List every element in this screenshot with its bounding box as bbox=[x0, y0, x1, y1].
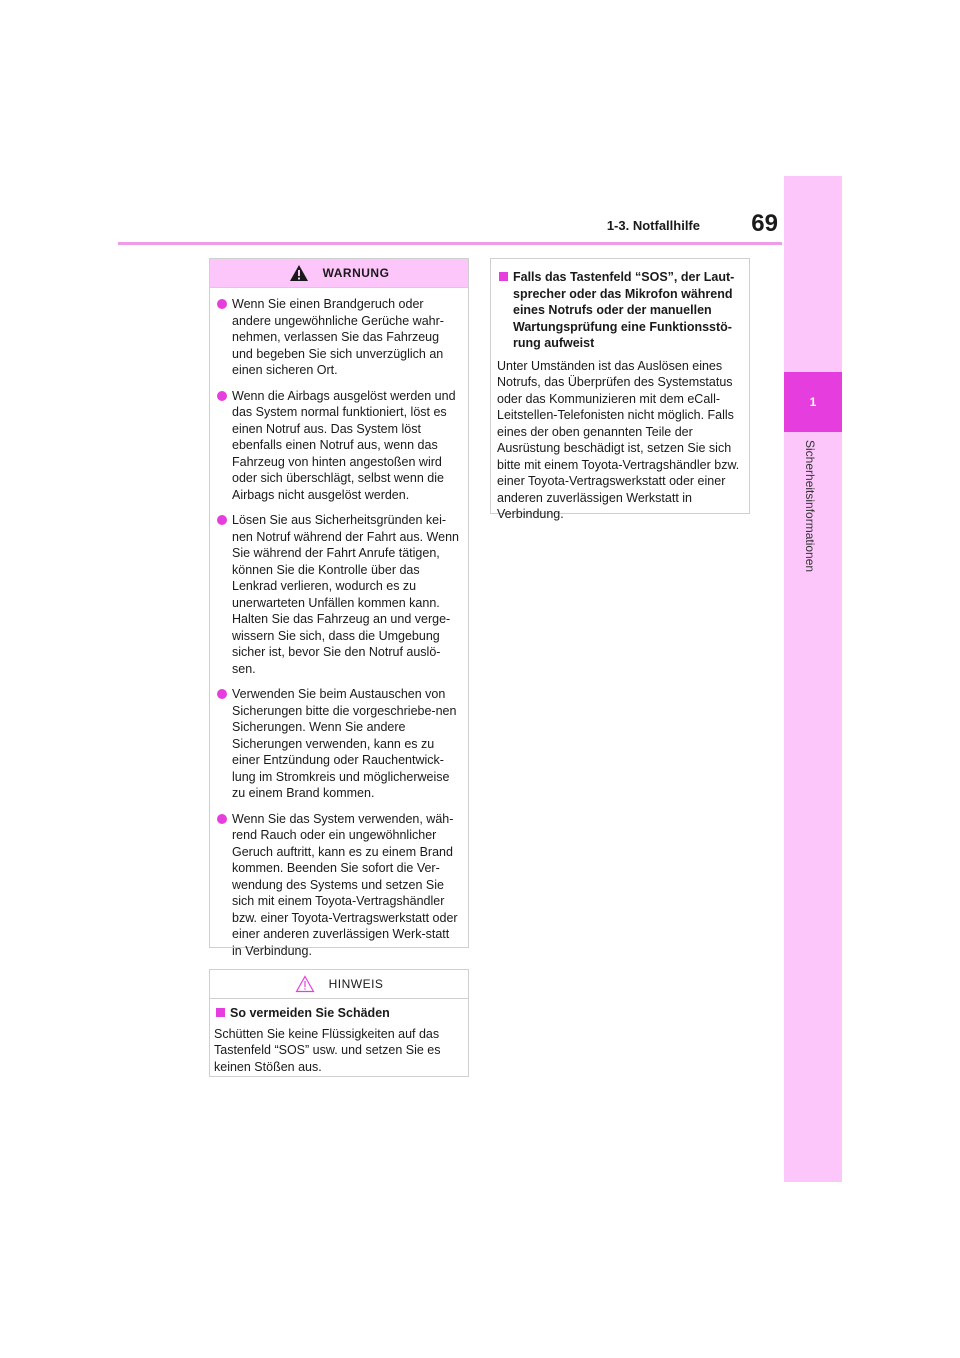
warning-header bbox=[210, 259, 468, 288]
malfunction-heading: Falls das Tastenfeld “SOS”, der Laut-sprecher oder das Mikrofon während eines Notrufs oder der manuellen Wartungsprüfung eine Funktionsstö-rung aufweist bbox=[497, 269, 741, 352]
chapter-tab[interactable]: 1 bbox=[784, 372, 842, 432]
malfunction-box bbox=[490, 258, 750, 521]
caution-triangle-icon bbox=[295, 975, 315, 993]
bullet-icon bbox=[217, 515, 227, 525]
note-title: HINWEIS bbox=[328, 976, 384, 991]
warning-title: WARNUNG bbox=[322, 265, 390, 280]
warning-text: Verwenden Sie beim Austauschen von Sicherungen bitte die vorgeschriebe-nen Sicherungen. Wenn Sie andere Sicherungen verwenden, kann es zu einer Entzündung oder Rauchentwick-lung im Stromkreis und möglicherweise zu einem Brand kommen. bbox=[232, 687, 457, 800]
warning-text: Wenn Sie das System verwenden, wäh-rend Rauch oder ein ungewöhnlicher Geruch auftritt, kann es zu einem Brand kommen. Beenden Sie sofort die Ver-wendung des Systems und setzen Sie sich mit einem Toyota-Vertragshändler bzw. einer Toyota-Vertragswerkstatt oder einer anderen zuverlässigen Werk-statt in Verbindung. bbox=[232, 811, 458, 958]
section-title: 1-3. Notfallhilfe bbox=[606, 218, 700, 233]
warning-item bbox=[214, 686, 462, 802]
header-rule bbox=[118, 242, 782, 245]
note-body bbox=[210, 999, 468, 1083]
bullet-icon bbox=[217, 814, 227, 824]
warning-list bbox=[210, 288, 468, 974]
bullet-icon bbox=[217, 689, 227, 699]
warning-item bbox=[214, 388, 462, 504]
warning-item bbox=[214, 296, 462, 379]
note-header bbox=[210, 970, 468, 999]
warning-box bbox=[209, 258, 469, 958]
page-number: 69 bbox=[751, 210, 778, 237]
bullet-icon bbox=[217, 391, 227, 401]
warning-text: Lösen Sie aus Sicherheitsgründen kei-nen Notruf während der Fahrt aus. Wenn Sie während der Fahrt Anrufe tätigen, können Sie die Kontrolle über das Lenkrad verlieren, wodurch es zu unerwarteten Unfällen kommen kann. Halten Sie das Fahrzeug an und verge-wissern Sie sich, dass die Umgebung sicher ist, bevor Sie den Notruf auslö-sen. bbox=[232, 513, 459, 676]
square-bullet-icon bbox=[499, 272, 508, 281]
warning-item bbox=[214, 512, 462, 677]
warning-item bbox=[214, 811, 462, 960]
note-text: Schütten Sie keine Flüssigkeiten auf das Tastenfeld “SOS” usw. und setzen Sie es keinen Stößen aus. bbox=[214, 1026, 441, 1074]
bullet-icon bbox=[217, 299, 227, 309]
warning-triangle-icon bbox=[289, 264, 309, 282]
square-bullet-icon bbox=[216, 1008, 225, 1017]
note-box bbox=[209, 969, 469, 1077]
malfunction-text: Unter Umständen ist das Auslösen eines Notrufs, das Überprüfen des Systemstatus oder das Kommunizieren mit dem eCall-Leitstellen-Telefonisten nicht möglich. Falls eines der oben genannten Teile der Ausrüstung beschädigt ist, setzen Sie sich bitte mit einem Toyota-Vertragshändler bzw. einer Toyota-Vertragswerkstatt oder einer anderen zuverlässigen Werkstatt in Verbindung. bbox=[497, 358, 740, 521]
warning-text: Wenn die Airbags ausgelöst werden und das System normal funktioniert, löst es einen Notruf aus. Das System löst ebenfalls einen Notruf aus, wenn das Fahrzeug von hinten angestoßen wird oder sich überschlägt, selbst wenn die Airbags nicht ausgelöst werden. bbox=[232, 388, 456, 502]
chapter-title: Sicherheitsinformationen bbox=[803, 440, 817, 573]
warning-text: Wenn Sie einen Brandgeruch oder andere ungewöhnliche Gerüche wahr-nehmen, verlassen Sie das Fahrzeug und begeben Sie sich unverzüglich an einen sicheren Ort. bbox=[232, 297, 444, 377]
note-heading: So vermeiden Sie Schäden bbox=[214, 1005, 462, 1022]
chapter-sidebar bbox=[784, 176, 842, 1182]
